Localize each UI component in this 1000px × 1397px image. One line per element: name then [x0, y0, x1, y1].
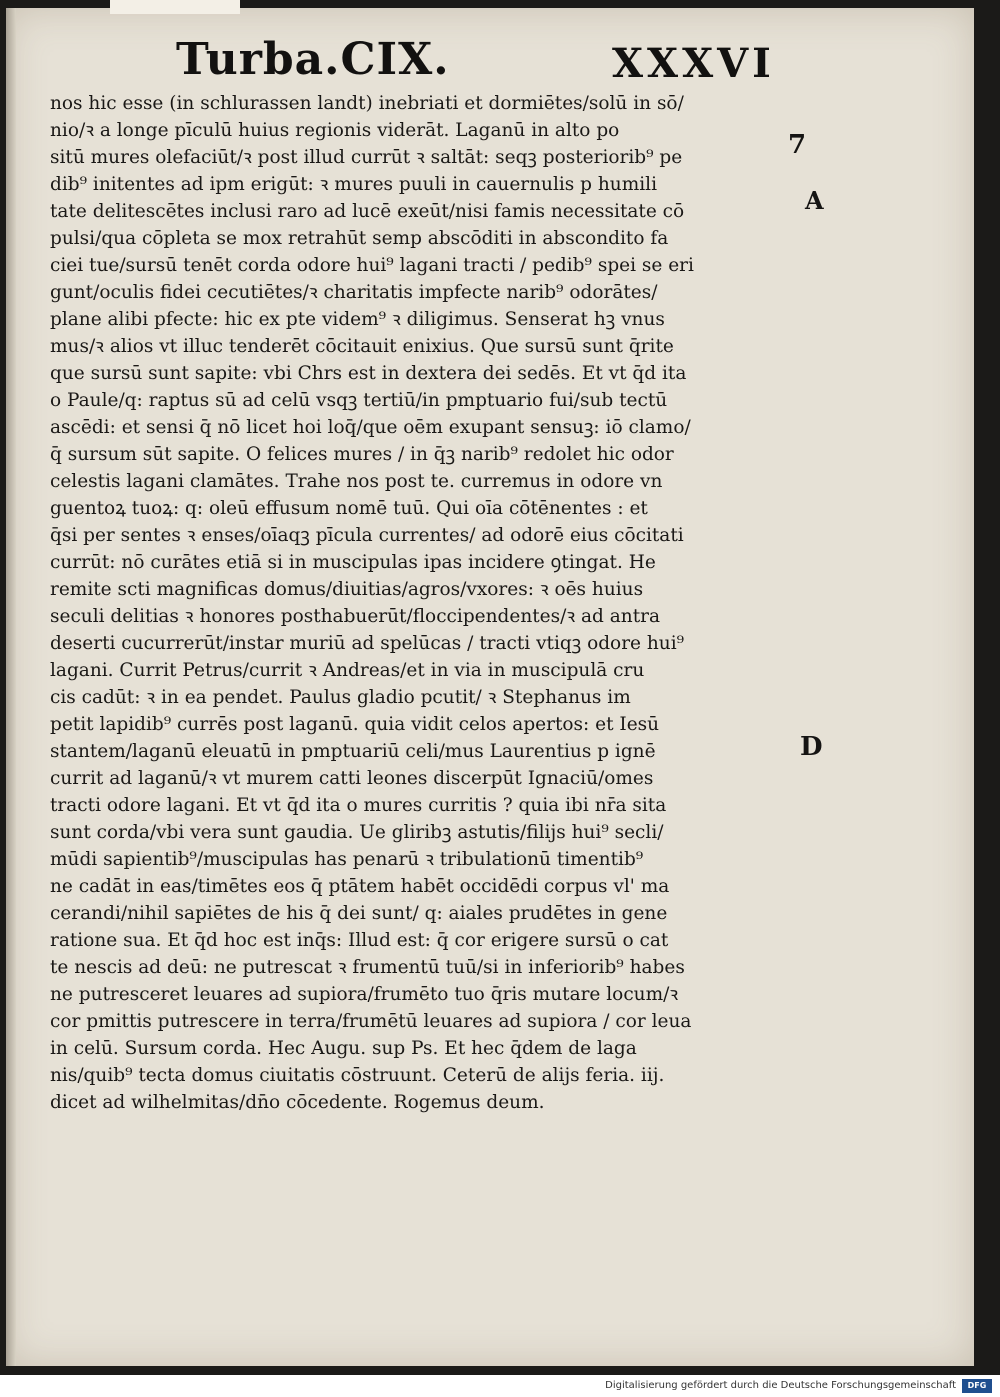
dfg-logo: DFG [962, 1379, 992, 1393]
text-line: ciei tue/sursū tenēt corda odore hui⁹ lagani tracti / pedib⁹ spei se eri [50, 255, 694, 276]
text-line: currit ad laganū/ꝛ vt murem catti leones discerpūt Ignaciū/omes [50, 768, 654, 789]
text-line: q̄ sursum sūt sapite. O felices mures / in q̄ꝫ narib⁹ redolet hic odor [50, 444, 674, 465]
text-line: nis/quib⁹ tecta domus ciuitatis cōstruunt. Ceterū de alijs feria. iij. [50, 1065, 665, 1086]
text-line: sitū mures olefaciūt/ꝛ post illud currūt ꝛ saltāt: seqꝫ posteriorib⁹ pe [50, 147, 683, 168]
page-gutter-edge [6, 8, 16, 1366]
text-line: in celū. Sursum corda. Hec Augu. sup Ps. Et hec q̄dem de laga [50, 1038, 637, 1059]
text-line: ne cadāt in eas/timētes eos q̄ ptātem habēt occidēdi corpus vl' ma [50, 876, 670, 897]
text-line: o Paule/q: raptus sū ad celū vsqꝫ tertiū/in pmptuario fui/sub tectū [50, 390, 668, 411]
text-line: ratione sua. Et q̄d hoc est inq̄s: Illud est: q̄ cor erigere sursū o cat [50, 930, 669, 951]
text-line: lagani. Currit Petrus/currit ꝛ Andreas/et in via in muscipulā cru [50, 660, 645, 681]
text-line: pulsi/qua cōpleta se mox retrahūt semp abscōditi in abscondito fa [50, 228, 669, 249]
margin-note-1: 7 [788, 130, 807, 160]
text-line: ne putresceret leuares ad supiora/frumēto tuo q̄ris mutare locum/ꝛ [50, 984, 679, 1005]
text-line: cerandi/nihil sapiētes de his q̄ dei sunt/ q: aiales prudētes in gene [50, 903, 668, 924]
text-line: gunt/oculis fidei cecutiētes/ꝛ charitatis impfecte narib⁹ odorātes/ [50, 282, 658, 303]
text-line: plane alibi pfecte: hic ex pte videm⁹ ꝛ diligimus. Senserat hꝫ vnus [50, 309, 665, 330]
text-line: dicet ad wilhelmitas/dn̄o cōcedente. Rogemus deum. [50, 1092, 545, 1113]
text-line: remite scti magnificas domus/diuitias/agros/vxores: ꝛ oēs huius [50, 579, 644, 600]
text-line: stantem/laganū eleuatū in pmptuariū celi/mus Laurentius p ignē [50, 741, 656, 762]
text-line: cis cadūt: ꝛ in ea pendet. Paulus gladio pcutit/ ꝛ Stephanus im [50, 687, 631, 708]
text-line: cor pmittis putrescere in terra/frumētū leuares ad supiora / cor leua [50, 1011, 692, 1032]
text-line: mus/ꝛ alios vt illuc tenderēt cōcitauit enixius. Que sursū sunt q̄rite [50, 336, 674, 357]
text-line: tate delitescētes inclusi raro ad lucē exeūt/nisi famis necessitate cō [50, 201, 685, 222]
margin-note-2: A [805, 186, 824, 215]
text-line: sunt corda/vbi vera sunt gaudia. Ue gliribꝫ astutis/filijs hui⁹ secli/ [50, 822, 664, 843]
margin-note-3: D [800, 732, 823, 762]
text-line: celestis lagani clamātes. Trahe nos post te. curremus in odore vn [50, 471, 663, 492]
footer-credit: Digitalisierung gefördert durch die Deutsche Forschungsgemeinschaft [605, 1380, 956, 1391]
text-line: q̄si per sentes ꝛ enses/oīaqꝫ pīcula currentes/ ad odorē eius cōcitati [50, 525, 684, 546]
text-line: ascēdi: et sensi q̄ nō licet hoi loq̄/que oēm exupant sensuꝫ: iō clamo/ [50, 417, 691, 438]
text-line: seculi delitias ꝛ honores posthabuerūt/floccipendentes/ꝛ ad antra [50, 606, 661, 627]
text-line: nio/ꝛ a longe pīculū huius regionis viderāt. Laganū in alto po [50, 120, 620, 141]
text-line: mūdi sapientib⁹/muscipulas has penarū ꝛ tribulationū timentib⁹ [50, 849, 644, 870]
footer-bar [0, 1375, 1000, 1397]
text-line: tracti odore lagani. Et vt q̄d ita o mures curritis ? quia ibi nr̄a sita [50, 795, 667, 816]
body-text [50, 90, 790, 1116]
paper-strip [110, 0, 240, 14]
text-line: dib⁹ initentes ad ipm erigūt: ꝛ mures puuli in cauernulis p humili [50, 174, 658, 195]
text-line: te nescis ad deū: ne putrescat ꝛ frumentū tuū/si in inferiorib⁹ habes [50, 957, 685, 978]
text-line: guentoꝝ tuoꝝ: q: oleū effusum nomē tuū. Qui oīa cōtēnentes : et [50, 498, 648, 519]
folio-number: XXXVI [612, 40, 775, 87]
running-title: Turba.CIX. [176, 34, 450, 85]
text-line: petit lapidib⁹ currēs post laganū. quia vidit celos apertos: et Iesū [50, 714, 660, 735]
text-line: deserti cucurrerūt/instar muriū ad spelūcas / tracti vtiqꝫ odore hui⁹ [50, 633, 685, 654]
text-line: que sursū sunt sapite: vbi Chrs est in dextera dei sedēs. Et vt q̄d ita [50, 363, 687, 384]
text-line: currūt: nō curātes etiā si in muscipulas ipas incidere ꝯtingat. He [50, 552, 656, 573]
text-line: nos hic esse (in schlurassen landt) inebriati et dormiētes/solū in sō/ [50, 93, 684, 114]
